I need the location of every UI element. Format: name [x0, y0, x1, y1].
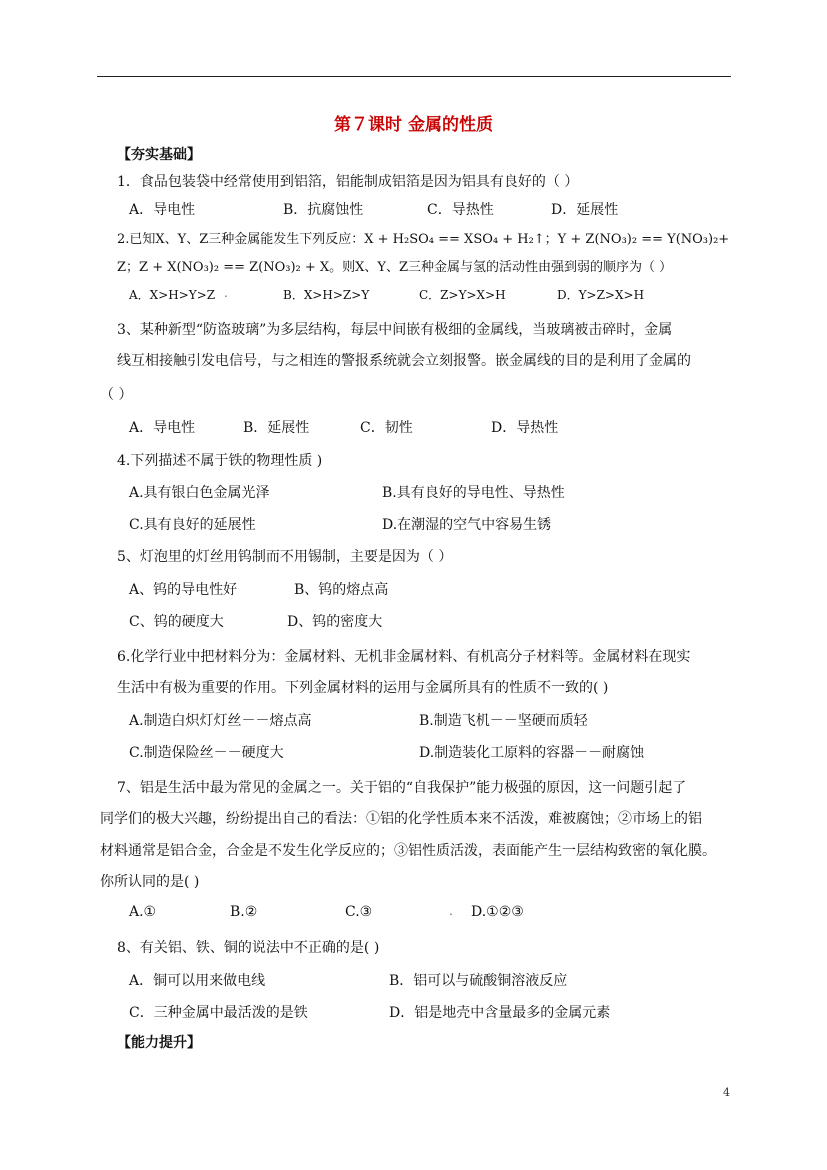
stray-dot: . [449, 904, 453, 918]
q6-option-c: C.制造保险丝－－硬度大 [129, 745, 284, 761]
q1-option-c: C．导热性 [427, 202, 494, 218]
q7-option-d: D.①②③ [471, 904, 524, 920]
q5-option-a: A、钨的导电性好 [129, 582, 238, 598]
q6-option-a: A.制造白炽灯灯丝－－熔点高 [129, 713, 312, 729]
q1-option-b: B．抗腐蚀性 [283, 202, 364, 218]
question-8: 8、有关铝、铁、铜的说法中不正确的是( ) [117, 940, 380, 956]
q6-option-d: D.制造装化工原料的容器－－耐腐蚀 [419, 745, 645, 761]
q2-option-a: A．X>H>Y>Z [129, 288, 216, 302]
question-1: 1．食品包装袋中经常使用到铝箔，铝能制成铝箔是因为铝具有良好的（ ） [117, 174, 579, 190]
q7-option-c: C.③ [345, 904, 373, 920]
stray-dot: . [224, 286, 228, 300]
question-6-line-1: 6.化学行业中把材料分为：金属材料、无机非金属材料、有机高分子材料等。金属材料在现实 [117, 649, 691, 665]
question-2-line-1: 2.已知X、Y、Z三种金属能发生下列反应：X + H₂SO₄ == XSO₄ + H₂↑；Y + Z(NO₃)₂ == Y(NO₃)₂+ [117, 232, 730, 247]
q8-option-b: B．铝可以与硫酸铜溶液反应 [389, 973, 568, 989]
question-3-line-3: （ ） [100, 387, 133, 403]
question-2-line-2: Z；Z + X(NO₃)₂ == Z(NO₃)₂ + X。则X、Y、Z三种金属与氢的活动性由强到弱的顺序为（ ） [117, 260, 673, 275]
question-6-line-2: 生活中有极为重要的作用。下列金属材料的运用与金属所具有的性质不一致的( ) [117, 680, 609, 696]
question-7-line-2: 同学们的极大兴趣，纷纷提出自己的看法：①铝的化学性质本来不活泼，难被腐蚀；②市场上的铝 [100, 811, 702, 827]
q1-option-d: D．延展性 [551, 202, 619, 218]
question-7-line-4: 你所认同的是( ) [100, 874, 200, 890]
q8-option-d: D．铝是地壳中含量最多的金属元素 [389, 1005, 611, 1021]
q4-option-a: A.具有银白色金属光泽 [129, 485, 270, 501]
q3-option-b: B．延展性 [243, 420, 310, 436]
q5-option-c: C、钨的硬度大 [129, 614, 224, 630]
q7-option-b: B.② [230, 904, 258, 920]
question-4: 4.下列描述不属于铁的物理性质 ) [117, 453, 323, 469]
q7-option-a: A.① [129, 904, 157, 920]
q4-option-b: B.具有良好的导电性、导热性 [382, 485, 565, 501]
header-rule [97, 76, 731, 77]
q5-option-d: D、钨的密度大 [287, 614, 383, 630]
page-number: 4 [723, 1086, 730, 1099]
question-5: 5、灯泡里的灯丝用钨制而不用锡制，主要是因为（ ） [117, 549, 453, 565]
question-3-line-2: 线互相接触引发电信号，与之相连的警报系统就会立刻报警。嵌金属线的目的是利用了金属的 [117, 353, 691, 369]
question-7-line-3: 材料通常是铝合金，合金是不发生化学反应的；③铝性质活泼，表面能产生一层结构致密的氧化膜。 [100, 843, 716, 859]
q8-option-a: A．铜可以用来做电线 [129, 973, 266, 989]
q5-option-b: B、钨的熔点高 [294, 582, 389, 598]
q3-option-d: D．导热性 [491, 420, 559, 436]
question-7-line-1: 7、铝是生活中最为常见的金属之一。关于铝的“自我保护”能力极强的原因，这一问题引起了 [117, 780, 687, 796]
q4-option-d: D.在潮湿的空气中容易生锈 [382, 517, 552, 533]
q2-option-c: C．Z>Y>X>H [419, 288, 506, 302]
q3-option-a: A．导电性 [129, 420, 196, 436]
page-title: 第７课时 金属的性质 [334, 115, 493, 135]
question-3-line-1: 3、某种新型“防盗玻璃”为多层结构，每层中间嵌有极细的金属线，当玻璃被击碎时，金属 [117, 322, 673, 338]
section-heading-advanced: 【能力提升】 [117, 1035, 201, 1051]
q6-option-b: B.制造飞机－－坚硬而质轻 [419, 713, 588, 729]
q2-option-b: B．X>H>Z>Y [283, 288, 370, 302]
section-heading-basics: 【夯实基础】 [117, 147, 201, 163]
q4-option-c: C.具有良好的延展性 [129, 517, 256, 533]
q3-option-c: C．韧性 [360, 420, 413, 436]
q1-option-a: A．导电性 [129, 202, 196, 218]
q8-option-c: C．三种金属中最活泼的是铁 [129, 1005, 308, 1021]
q2-option-d: D．Y>Z>X>H [557, 288, 645, 302]
